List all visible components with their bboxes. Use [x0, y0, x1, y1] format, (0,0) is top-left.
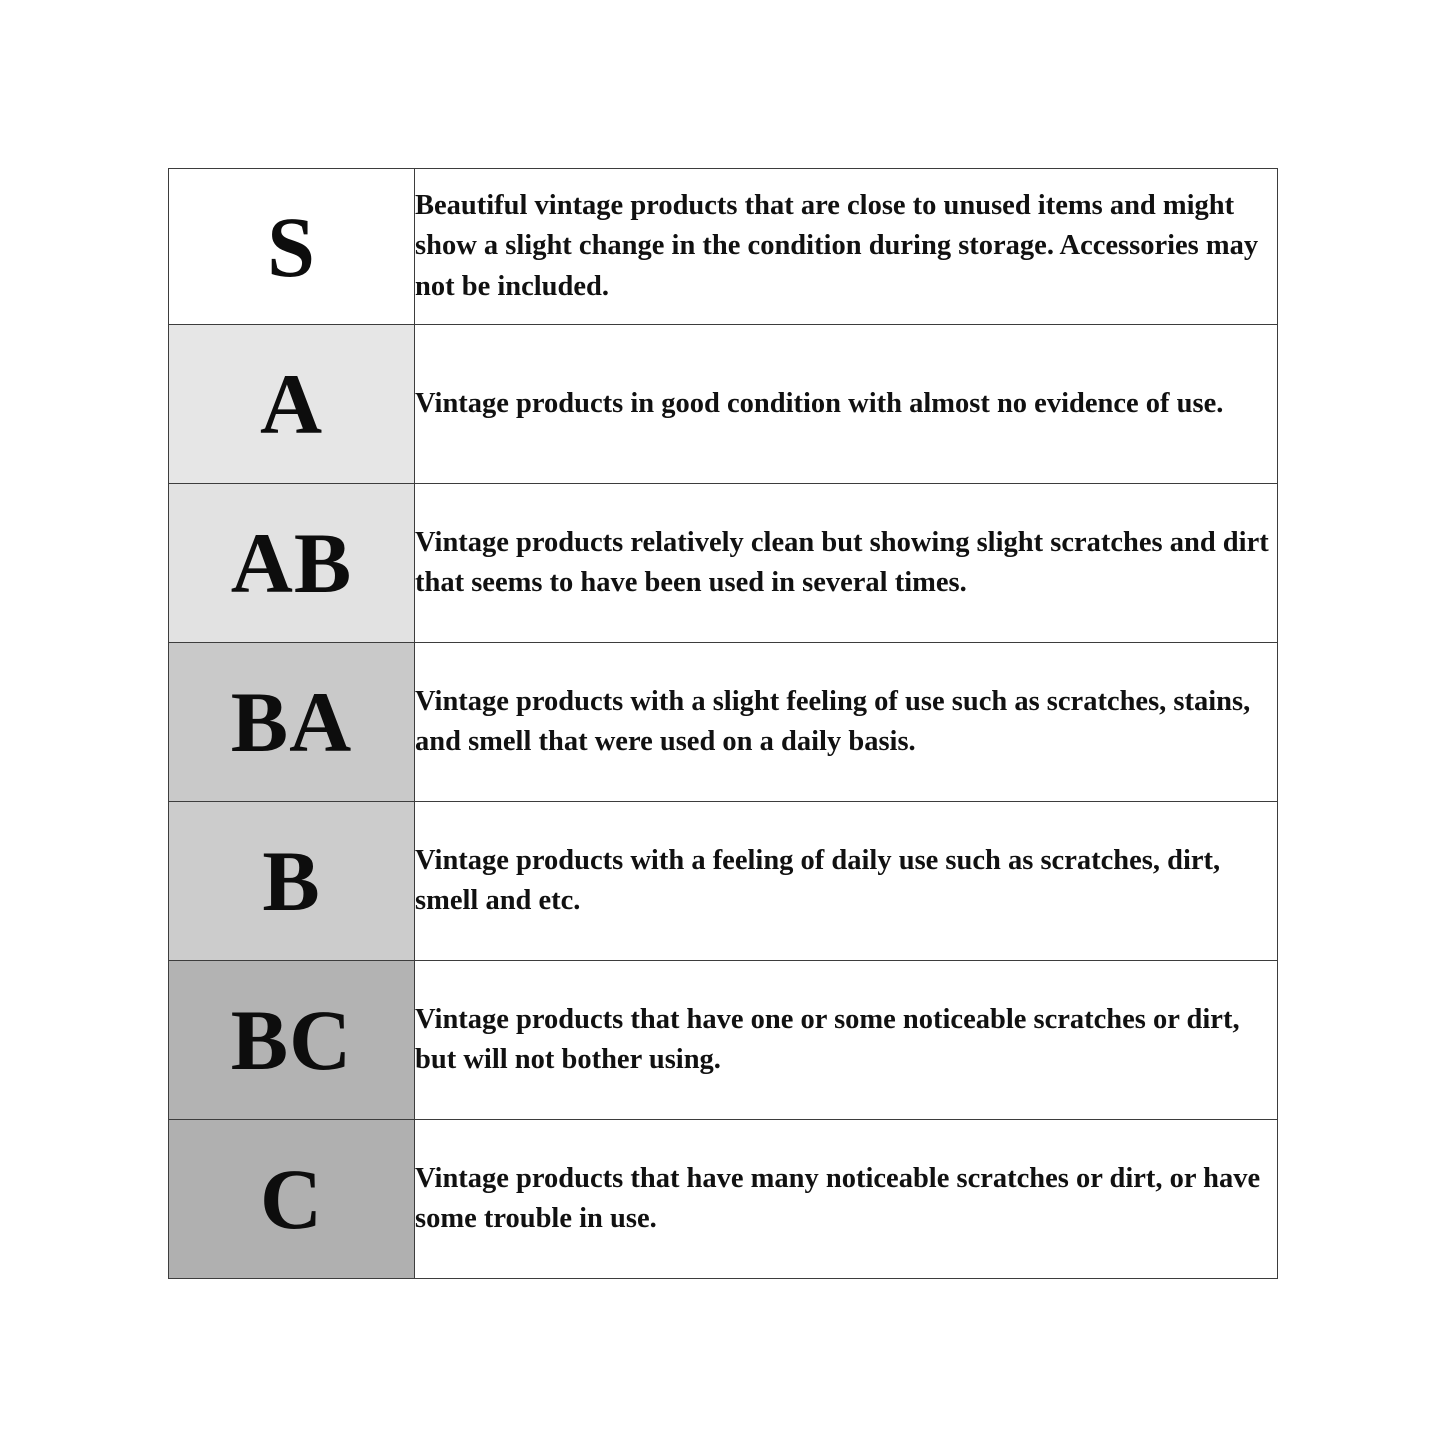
- grade-description-cell: [415, 961, 1278, 1120]
- table-row: [169, 484, 1278, 643]
- grade-description: Beautiful vintage products that are close to unused items and might show a slight change in the condition during storage. Accessories may not be included.: [415, 189, 1259, 302]
- grade-label-cell: [169, 169, 415, 325]
- grade-description-cell: [415, 169, 1278, 325]
- grade-description: Vintage products in good condition with almost no evidence of use.: [415, 387, 1224, 419]
- grade-label: S: [267, 198, 316, 295]
- table-row: [169, 961, 1278, 1120]
- grade-description: Vintage products that have many noticeable scratches or dirt, or have some trouble in use.: [415, 1162, 1261, 1234]
- grade-label: BA: [230, 674, 353, 770]
- table-row: [169, 169, 1278, 325]
- grade-description-cell: [415, 643, 1278, 802]
- grade-label-cell: [169, 802, 415, 961]
- grade-label-cell: [169, 643, 415, 802]
- grade-label-cell: [169, 1120, 415, 1279]
- grade-description: Vintage products relatively clean but showing slight scratches and dirt that seems to have been used in several times.: [415, 526, 1269, 598]
- grade-description-cell: [415, 325, 1278, 484]
- grade-description-cell: [415, 802, 1278, 961]
- grade-label-cell: [169, 484, 415, 643]
- grade-description-cell: [415, 484, 1278, 643]
- grade-description: Vintage products with a slight feeling of use such as scratches, stains, and smell that were used on a daily basis.: [415, 685, 1251, 757]
- table-body: [169, 169, 1278, 1279]
- grade-label: B: [262, 833, 321, 929]
- grade-label: BC: [230, 992, 353, 1088]
- table-row: [169, 802, 1278, 961]
- grade-label: A: [259, 356, 324, 452]
- table-row: [169, 1120, 1278, 1279]
- grade-description-cell: [415, 1120, 1278, 1279]
- table-row: [169, 325, 1278, 484]
- grade-description: Vintage products that have one or some noticeable scratches or dirt, but will not bother using.: [415, 1003, 1240, 1075]
- grade-label: C: [259, 1151, 324, 1247]
- grade-label-cell: [169, 325, 415, 484]
- grade-description: Vintage products with a feeling of daily use such as scratches, dirt, smell and etc.: [415, 844, 1221, 916]
- grade-label-cell: [169, 961, 415, 1120]
- table-row: [169, 643, 1278, 802]
- grade-label: AB: [230, 515, 353, 611]
- condition-grade-table: [168, 168, 1278, 1279]
